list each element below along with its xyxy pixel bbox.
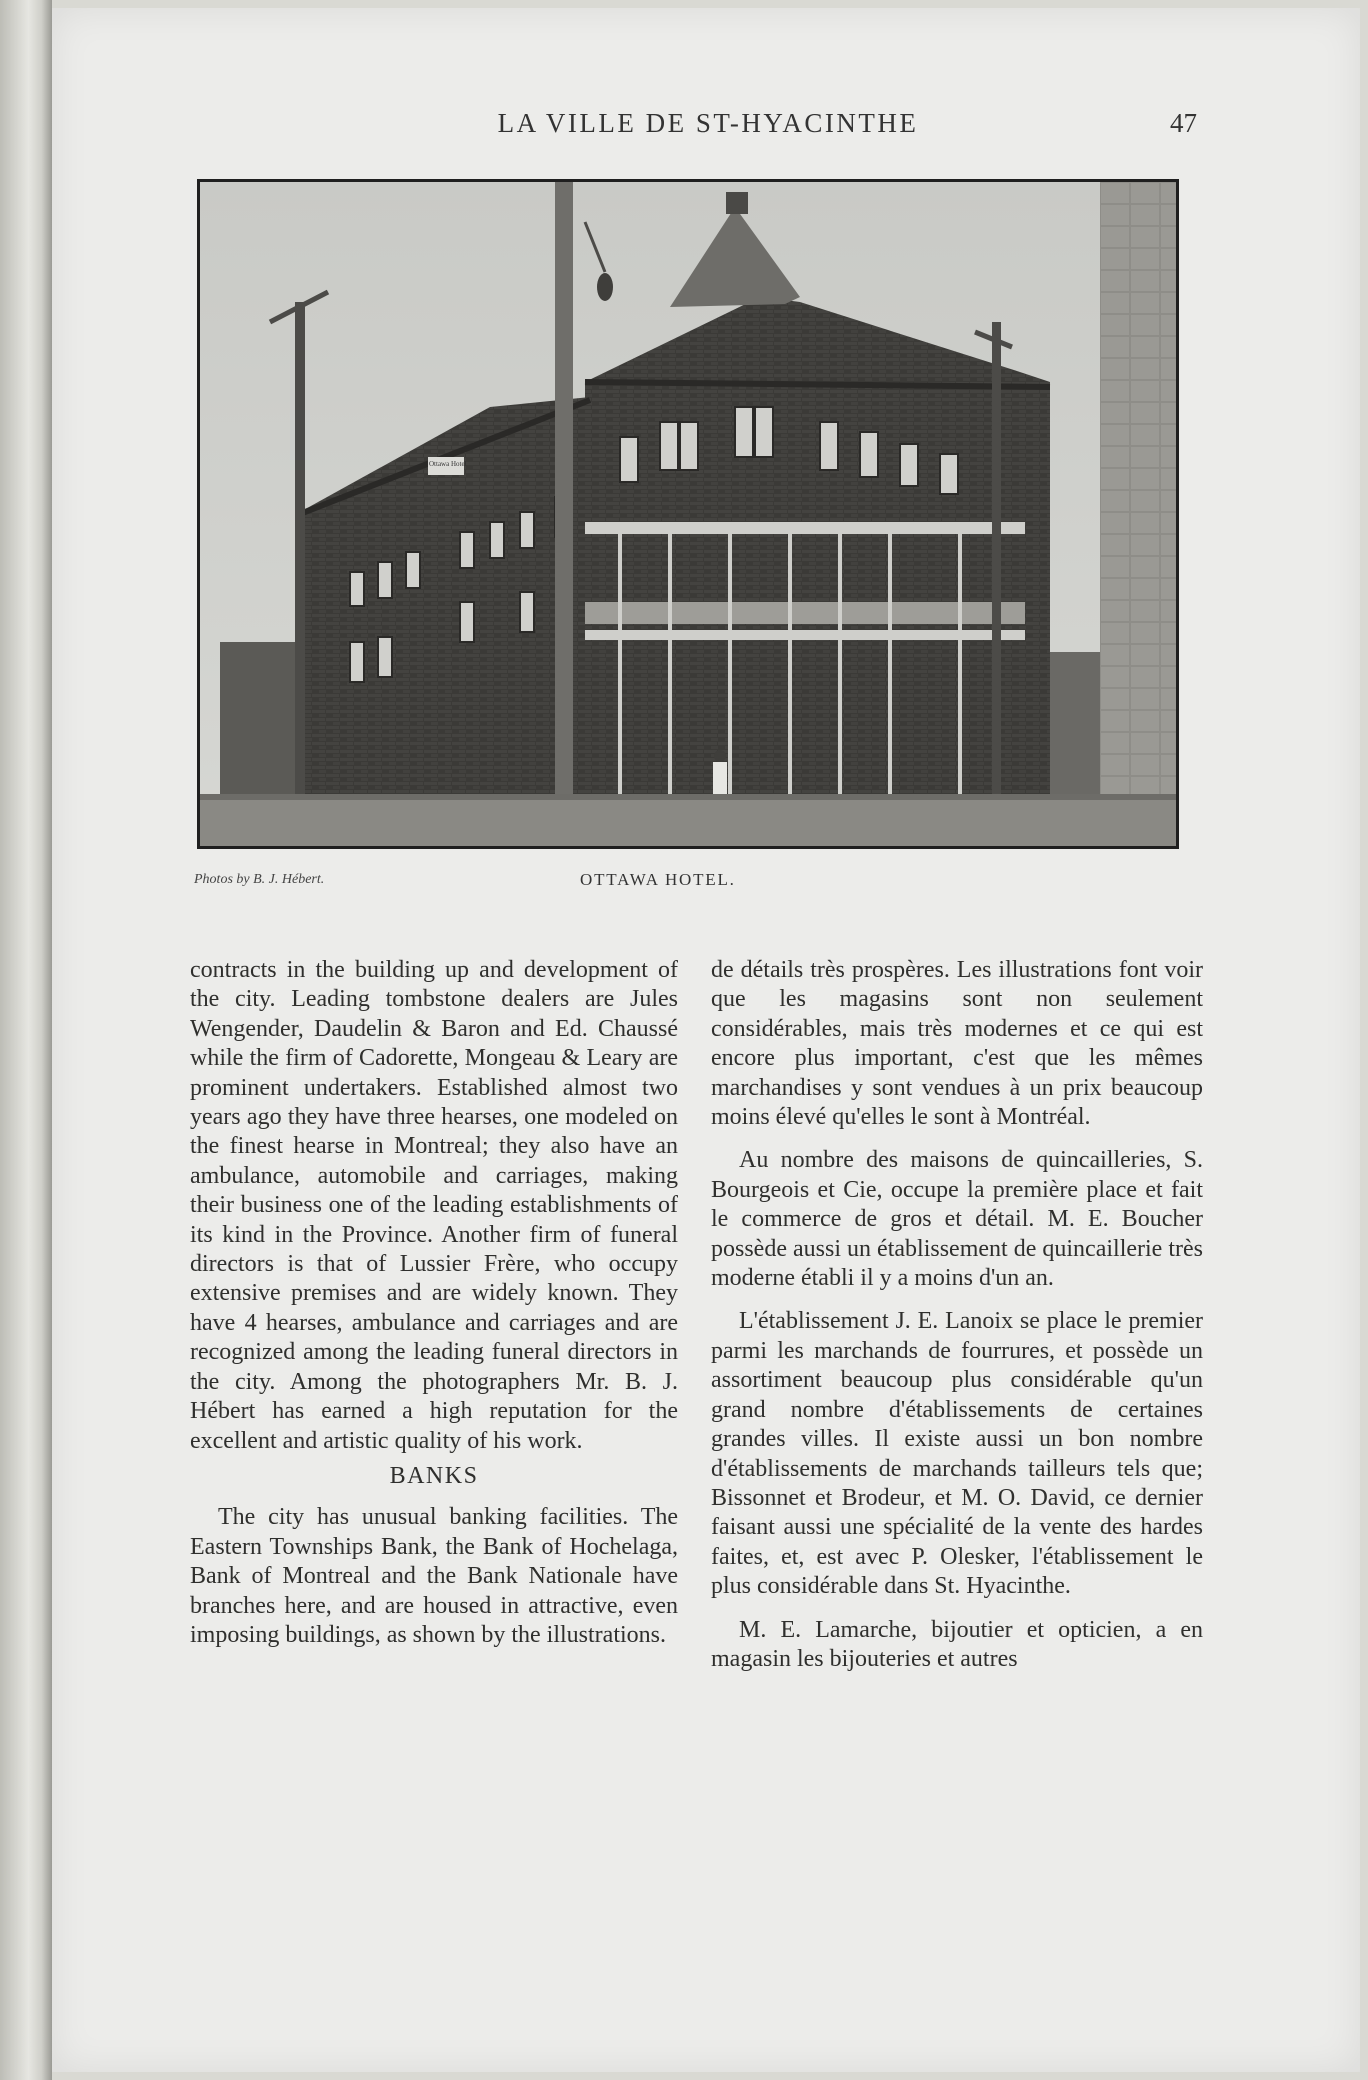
left-column bbox=[190, 956, 678, 1650]
photo-credit: Photos by B. J. Hébert. bbox=[194, 872, 325, 887]
left-paragraph-1: contracts in the building up and development of the city. Leading tombstone dealers are Jules Wengender, Daudelin & Baron and Ed. Chaussé while the firm of Cadorette, Mongeau & Leary are prominent undertakers. Established almost two years ago they have three hearses, one modeled on the finest hearse in Montreal; they also have an ambulance, automobile and carriages, making their business one of the leading establishments of its kind in the Province. Another firm of funeral directors is that of Lussier Frère, who occupy extensive premises and are widely known. They have 4 hearses, ambulance and carriages and are recognized among the leading funeral directors in the city. Among the photographers Mr. B. J. Hébert has earned a high reputation for the excellent and artistic quality of his work. bbox=[190, 957, 678, 1454]
page-number: 47 bbox=[1170, 108, 1197, 138]
right-column bbox=[711, 956, 1203, 1674]
running-title: LA VILLE DE ST-HYACINTHE bbox=[497, 108, 919, 138]
right-paragraph-1: de détails très prospères. Les illustrations font voir que les magasins sont non seulement considérables, mais très modernes et ce qui est encore plus important, c'est que les mêmes marchandises y sont vendues à un prix beaucoup moins élevé qu'elles le sont à Montréal. bbox=[711, 957, 1203, 1131]
section-heading-banks: BANKS bbox=[389, 1462, 479, 1489]
photo-caption: OTTAWA HOTEL. bbox=[580, 870, 736, 889]
hotel-sign-text: Ottawa Hotel bbox=[429, 460, 467, 468]
book-gutter bbox=[0, 0, 52, 2080]
left-paragraph-2: The city has unusual banking facilities. The Eastern Townships Bank, the Bank of Hochelaga, Bank of Montreal and the Bank Nationale have branches here, and are housed in attractive, even imposing buildings, as shown by the illustrations. bbox=[190, 1504, 678, 1648]
right-paragraph-3: L'établissement J. E. Lanoix se place le premier parmi les marchands de fourrures, et possède un assortiment beaucoup plus considérable qu'un grand nombre d'établissements de certaines grandes villes. Il existe aussi un bon nombre d'établissements de marchands tailleurs tels que; Bissonnet et Brodeur, et M. O. David, ce dernier faisant aussi une spécialité de la vente des hardes faites, et, est avec P. Olesker, l'établissement le plus considérable dans St. Hyacinthe. bbox=[711, 1308, 1203, 1600]
right-paragraph-2: Au nombre des maisons de quincailleries, S. Bourgeois et Cie, occupe la première place et fait le commerce de gros et détail. M. E. Boucher possède aussi un établissement de quincaillerie très moderne établi il y a moins d'un an. bbox=[711, 1147, 1203, 1292]
right-paragraph-4: M. E. Lamarche, bijoutier et opticien, a en magasin les bijouteries et autres bbox=[711, 1616, 1203, 1672]
hotel-photograph bbox=[197, 179, 1179, 849]
